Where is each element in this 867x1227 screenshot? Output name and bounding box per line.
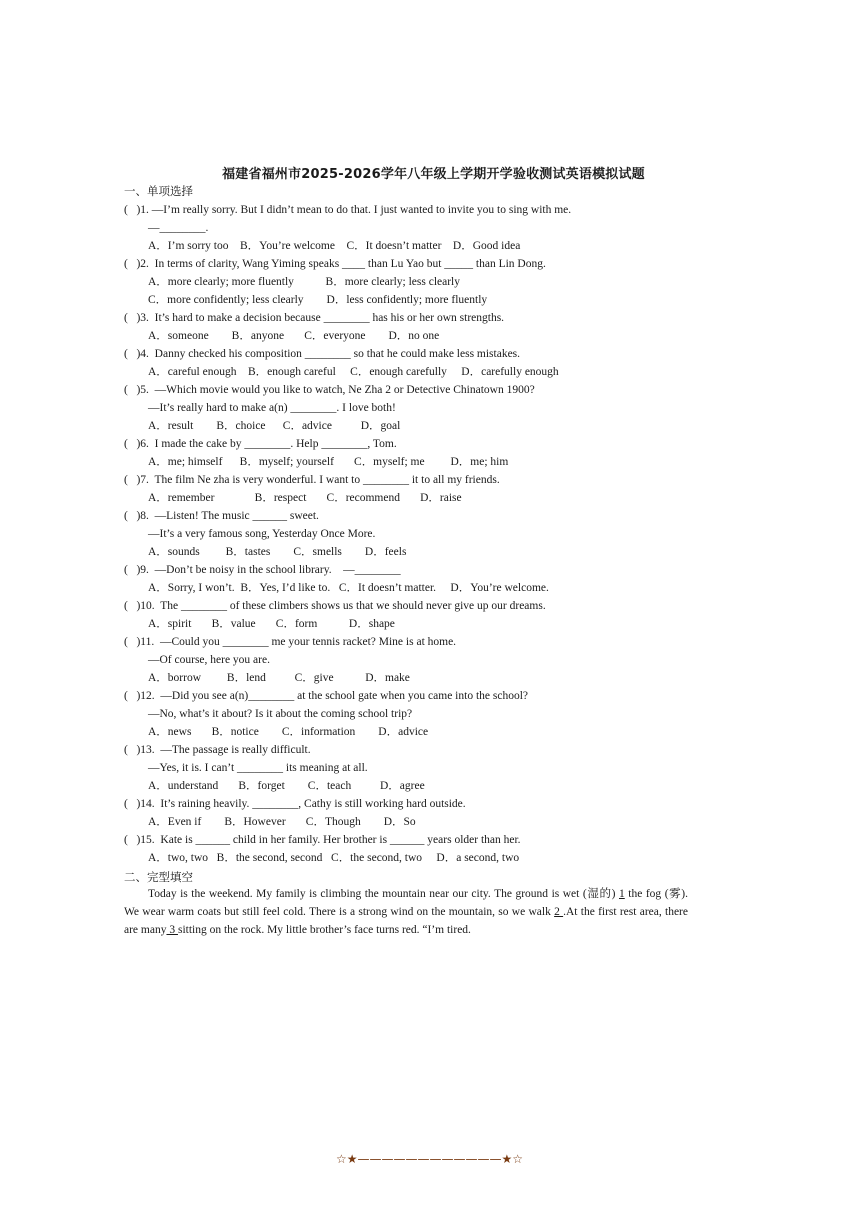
question-8: ( )8. —Listen! The music ______ sweet. <box>124 510 319 522</box>
question-1: ( )1. —I’m really sorry. But I didn’t mean to do that. I just wanted to invite you to sing with me. <box>124 204 572 216</box>
question-15: ( )15. Kate is ______ child in her family. Her brother is ______ years older than her. <box>124 834 521 846</box>
options-14: A．Even if B．However C．Though D．So <box>148 816 416 828</box>
options-8: A．sounds B．tastes C．smells D．feels <box>148 546 407 558</box>
question-7: ( )7. The film Ne zha is very wonderful. I want to ________ it to all my friends. <box>124 474 500 486</box>
cloze-text-3: .At the first rest area, there are many <box>124 906 688 936</box>
dialogue-8: —It’s a very famous song, Yesterday Once More. <box>148 528 376 540</box>
question-14: ( )14. It’s raining heavily. ________, Cathy is still working hard outside. <box>124 798 466 810</box>
section-heading-cloze: 二、完型填空 <box>124 870 193 884</box>
question-9: ( )9. —Don’t be noisy in the school library. —________ <box>124 564 401 576</box>
options-15: A．two, two B．the second, second C．the second, two D．a second, two <box>148 852 520 864</box>
answer-line: —________. <box>148 222 209 234</box>
blank-3: 3 <box>166 924 178 936</box>
question-12: ( )12. —Did you see a(n)________ at the school gate when you came into the school? <box>124 690 528 702</box>
question-3: ( )3. It’s hard to make a decision because ________ has his or her own strengths. <box>124 312 505 324</box>
cloze-text-1: Today is the weekend. My family is climbing the mountain near our city. The ground is wet (湿的) <box>148 888 616 900</box>
dialogue-5: —It’s really hard to make a(n) ________. I love both! <box>148 402 396 414</box>
dialogue-12: —No, what’s it about? Is it about the coming school trip? <box>148 708 413 720</box>
options-10: A．spirit B．value C．form D．shape <box>148 618 395 630</box>
dialogue-11: —Of course, here you are. <box>148 654 270 666</box>
options-11: A．borrow B．lend C．give D．make <box>148 672 410 684</box>
question-13: ( )13. —The passage is really difficult. <box>124 744 311 756</box>
section-heading-single-choice: 一、单项选择 <box>124 184 193 198</box>
options-4: A．careful enough B．enough careful C．enough carefully D．carefully enough <box>148 366 559 378</box>
page-title: 福建省福州市2025-2026学年八年级上学期开学验收测试英语模拟试题 <box>222 167 645 182</box>
cloze-paragraph <box>124 885 688 939</box>
page-footer-ornament: ☆★————————————★☆ <box>336 1152 524 1166</box>
options-5: A．result B．choice C．advice D．goal <box>148 420 401 432</box>
options-7: A．remember B．respect C．recommend D．raise <box>148 492 462 504</box>
cloze-text-2: the fog (雾). We wear warm coats but still feel cold. There is a strong wind on the mountain, so we walk <box>124 888 689 918</box>
options-2b: C．more confidently; less clearly D．less confidently; more fluently <box>148 294 488 306</box>
question-10: ( )10. The ________ of these climbers shows us that we should never give up our dreams. <box>124 600 546 612</box>
question-2: ( )2. In terms of clarity, Wang Yiming speaks ____ than Lu Yao but _____ than Lin Dong. <box>124 258 546 270</box>
cloze-text-4: sitting on the rock. My little brother’s face turns red. “I’m tired. <box>177 924 471 936</box>
question-4: ( )4. Danny checked his composition ________ so that he could make less mistakes. <box>124 348 521 360</box>
blank-2: 2 <box>554 906 564 918</box>
blank-1: 1 <box>619 888 625 900</box>
options-6: A．me; himself B．myself; yourself C．myself; me D．me; him <box>148 456 509 468</box>
options-12: A．news B．notice C．information D．advice <box>148 726 429 738</box>
dialogue-13: —Yes, it is. I can’t ________ its meaning at all. <box>148 762 368 774</box>
options-13: A．understand B．forget C．teach D．agree <box>148 780 425 792</box>
question-11: ( )11. —Could you ________ me your tennis racket? Mine is at home. <box>124 636 457 648</box>
question-5: ( )5. —Which movie would you like to watch, Ne Zha 2 or Detective Chinatown 1900? <box>124 384 535 396</box>
options-9: A．Sorry, I won’t. B．Yes, I’d like to. C．It doesn’t matter. D．You’re welcome. <box>148 582 549 594</box>
options-2a: A．more clearly; more fluently B．more clearly; less clearly <box>148 276 460 288</box>
options-1: A．I’m sorry too B．You’re welcome C．It doesn’t matter D．Good idea <box>148 240 521 252</box>
options-3: A．someone B．anyone C．everyone D．no one <box>148 330 440 342</box>
question-6: ( )6. I made the cake by ________. Help ________, Tom. <box>124 438 397 450</box>
